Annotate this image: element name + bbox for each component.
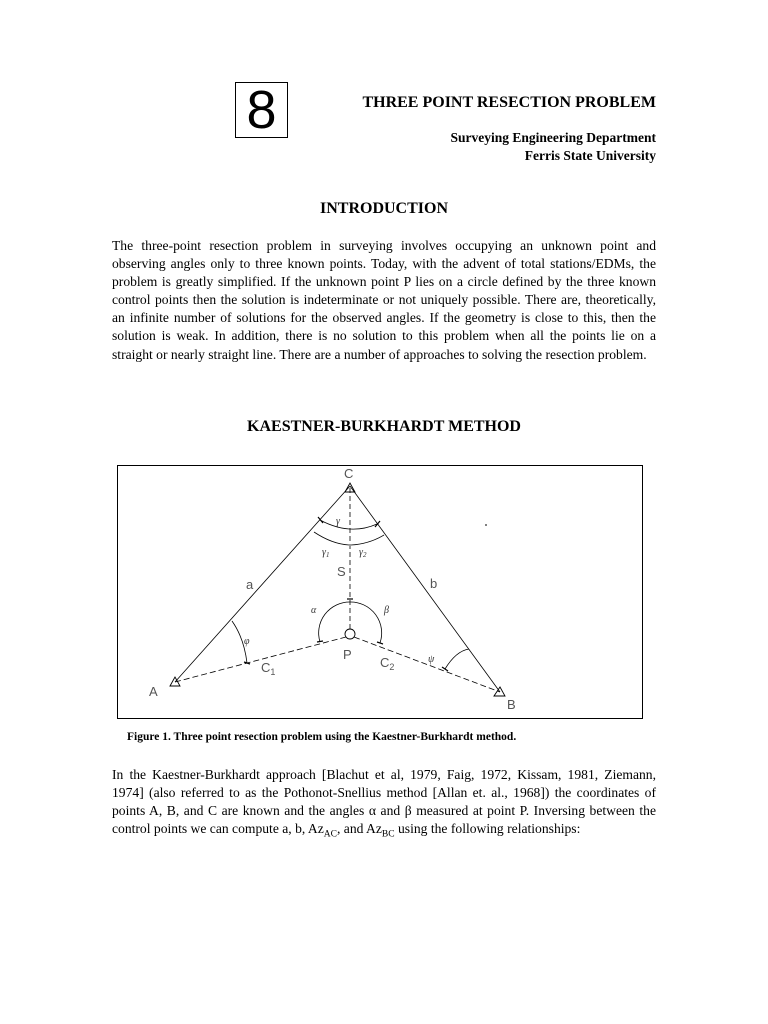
psi-arc [445,649,469,669]
kaestner-text-1: In the Kaestner-Burkhardt approach [Blachut et al, 1979, Faig, 1972, Kissam, 1981, Ziemann, 1974] (also referred to as the Pothonot-Snellius method [Allan et. al., 1968]) the coordinates of points A, B, and C are known and the angles α and β measured at point P. Inversing between the control points we can compute a, b, Az [112,767,656,837]
chapter-title: THREE POINT RESECTION PROBLEM [362,94,656,111]
university-name: Ferris State University [524,148,656,163]
label-c: C [344,466,354,481]
line-a [175,486,350,682]
subscript-bc: BC [381,830,395,840]
label-side-s: S [337,564,346,579]
point-p-marker [345,629,355,639]
gamma2-arc [351,535,384,545]
beta-arc [350,602,382,643]
line-c2 [354,637,500,692]
subscript-ac: AC [323,830,337,840]
label-gamma1: $\gamma_1$ [322,547,330,559]
resection-diagram [118,466,642,718]
gamma-arc [320,520,377,529]
introduction-paragraph: The three-point resection problem in surveying involves occupying an unknown point and observing angles only to three known points. Today, with the advent of total stations/EDMs, the problem is greatly simplified. If the unknown point P lies on a circle defined by the three known control points then the solution is indeterminate or not uniquely possible. There are, theoretically, an infinite number of solutions for the observed angles. If the geometry is close to this, then the solution is weak. In addition, there is no solution to this problem when all the points lie on a straight or nearly straight line. There are a number of approaches to solving the resection problem. [112,238,656,362]
label-gamma: γ [336,516,340,527]
label-beta: β [384,605,389,616]
label-a: A [149,684,158,699]
figure-caption: Figure 1. Three point resection problem using the Kaestner-Burkhardt method. [127,731,517,743]
kaestner-heading: KAESTNER-BURKHARDT METHOD [247,418,521,435]
label-p: P [343,647,352,662]
kaestner-paragraph [112,766,656,844]
resection-figure [117,465,643,719]
label-c2: $C_2$ [380,655,395,672]
affiliation [300,129,656,165]
kaestner-text-2: , and Az [336,821,382,837]
tick-gamma-left [318,517,323,523]
label-alpha: α [311,605,317,616]
chapter-number: 8 [246,80,277,140]
chapter-number-box [235,82,288,138]
label-b: B [507,697,516,712]
label-psi: ψ [428,654,435,665]
kaestner-text-3: using the following relationships: [394,821,581,837]
label-c1: $C_1$ [261,660,276,677]
introduction-heading: INTRODUCTION [319,200,448,217]
label-gamma2: $\gamma_2$ [359,547,367,559]
label-side-a: a [246,577,254,592]
line-b [350,486,500,692]
label-phi: φ [244,636,250,647]
tick-alpha [317,641,323,642]
gamma1-arc [314,532,349,545]
department-name: Surveying Engineering Department [450,130,656,145]
label-side-b: b [430,576,438,591]
